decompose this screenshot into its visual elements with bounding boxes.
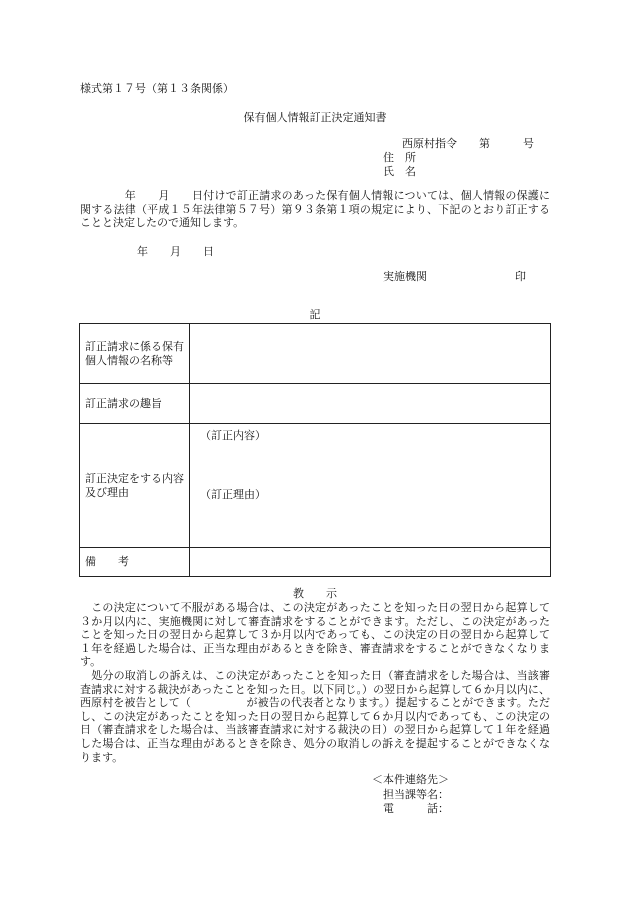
ki-heading: 記 (309, 308, 321, 321)
correction-reason-note: （訂正理由） (200, 488, 266, 501)
decision-table (79, 323, 551, 577)
notice-heading: 教 示 (293, 587, 337, 600)
table-row (80, 324, 551, 384)
row-label-info-name: 訂正請求に係る保有個人情報の名称等 (80, 324, 190, 384)
name-label: 氏 名 (383, 165, 416, 178)
row-label-purpose: 訂正請求の趣旨 (80, 384, 190, 424)
notice-paragraph-appeal: この決定について不服がある場合は、この決定があったことを知った日の翌日から起算して３か月以内に、実施機関に対して審査請求をすることができます。ただし、この決定があったことを知った日の翌日から起算して３か月以内であっても、この決定の日の翌日から起算して１年を経過した場合は、正当な理由があるときを除き、審査請求をすることができなくなります。 (80, 601, 550, 669)
document-number: 西原村指令 第 号 (402, 137, 534, 150)
document-title: 保有個人情報訂正決定通知書 (243, 111, 387, 124)
table-row (80, 548, 551, 577)
table-row (80, 384, 551, 424)
notice-paragraph-lawsuit: 処分の取消しの訴えは、この決定があったことを知った日（審査請求をした場合は、当該審査請求に対する裁決があったことを知った日。以下同じ。）の翌日から起算して６か月以内に、西原村を被告として（ が被告の代表者となります。）提起することができます。ただし、この決定があったことを知った日の翌日から起算して６か月以内であっても、この決定の日（審査請求をした場合は、当該審査請求に対する裁決の日）の翌日から起算して１年を経過した場合は、正当な理由があるときを除き、処分の取消しの訴えを提起することができなくなります。 (80, 669, 550, 764)
contact-department: 担当課等名： (383, 788, 449, 801)
table-row (80, 424, 551, 548)
form-number: 様式第１７号（第１３条関係） (80, 82, 234, 95)
correction-content-note: （訂正内容） (200, 429, 266, 442)
intro-paragraph: 年 月 日付けで訂正請求のあった保有個人情報については、個人情報の保護に関する法律（平成１５年法律第５７号）第９３条第１項の規定により、下記のとおり訂正することと決定したので通知します。 (80, 189, 550, 230)
issuer-seal: 実施機関 印 (383, 270, 526, 283)
contact-phone: 電 話： (383, 802, 449, 815)
notice-date: 年 月 日 (137, 245, 214, 258)
contact-heading: ＜本件連絡先＞ (372, 773, 449, 786)
row-value-remarks (190, 548, 551, 577)
row-value-decision (190, 424, 551, 548)
row-value-purpose (190, 384, 551, 424)
row-value-info-name (190, 324, 551, 384)
address-label: 住 所 (383, 151, 416, 164)
row-label-decision: 訂正決定をする内容及び理由 (80, 424, 190, 548)
row-label-remarks: 備 考 (80, 548, 190, 577)
